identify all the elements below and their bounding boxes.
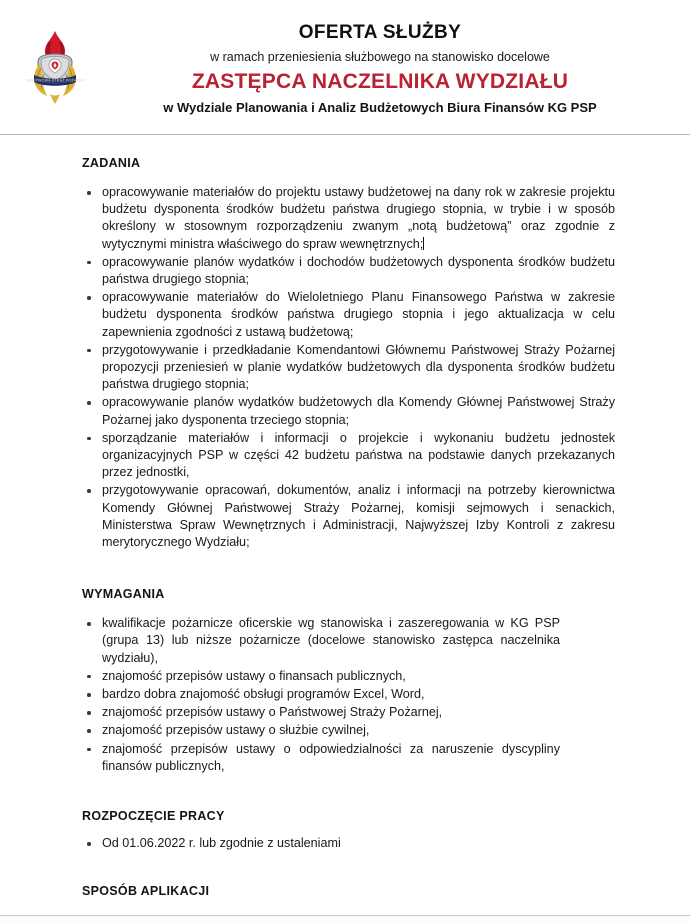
- list-item: Od 01.06.2022 r. lub zgodnie z ustaleniami: [80, 835, 560, 852]
- list-item: opracowywanie materiałów do projektu ustawy budżetowej na dany rok w zakresie projektu budżetu dysponenta środków budżetu państwa drugiego stopnia, w trybie i w sposób określony w stosownym rozporządzeniu zwanym „notą budżetową” oraz zgodnie z wytycznymi ministra właściwego do spraw wewnętrznych;: [80, 184, 615, 253]
- list-item: sporządzanie materiałów i informacji o projekcie i wykonaniu budżetu jednostek organizacyjnych PSP w części 42 budżetu państwa na podstawie danych przekazanych przez jednostki,: [80, 430, 615, 482]
- header-text-block: [100, 22, 660, 116]
- section-heading-wymagania: WYMAGANIA: [82, 587, 165, 602]
- section-heading-sposob-aplikacji: SPOSÓB APLIKACJI: [82, 884, 210, 899]
- section-heading-rozpoczecie-pracy: ROZPOCZĘCIE PRACY: [82, 809, 225, 824]
- offer-title: OFERTA SŁUŻBY: [298, 22, 462, 43]
- section-heading-zadania: ZADANIA: [82, 156, 141, 170]
- department-name: w Wydziale Planowania i Analiz Budżetowych Biura Finansów KG PSP: [163, 99, 597, 115]
- list-item: znajomość przepisów ustawy o służbie cywilnej,: [80, 722, 560, 739]
- svg-text:PAŃSTWOWA STRAŻ POŻARNA: PAŃSTWOWA STRAŻ POŻARNA: [26, 78, 84, 83]
- list-item: opracowywanie materiałów do Wieloletniego Planu Finansowego Państwa w zakresie budżetu dysponenta środków państwa drugiego stopnia i jego aktualizacja w celu zapewnienia zgodności z ustawą budżetową;: [80, 289, 615, 341]
- page-bottom-band: [0, 916, 690, 922]
- text-caret: [423, 237, 424, 250]
- list-item: kwalifikacje pożarnicze oficerskie wg stanowiska i zaszeregowania w KG PSP (grupa 13) lub niższe pożarnicze (docelowe stanowisko zastępca naczelnika wydziału),: [80, 615, 560, 667]
- position-title: ZASTĘPCA NACZELNIKA WYDZIAŁU: [191, 69, 569, 93]
- list-item: opracowywanie planów wydatków i dochodów budżetowych dysponenta środków budżetu państwa drugiego stopnia;: [80, 254, 615, 288]
- offer-subtitle: w ramach przeniesienia służbowego na stanowisko docelowe: [210, 49, 550, 64]
- list-item: znajomość przepisów ustawy o odpowiedzialności za naruszenie dyscypliny finansów publicznych,: [80, 741, 560, 775]
- list-item: opracowywanie planów wydatków budżetowych dla Komendy Głównej Państwowej Straży Pożarnej jako dysponenta trzeciego stopnia;: [80, 394, 615, 428]
- list-item: przygotowywanie i przedkładanie Komendantowi Głównemu Państwowej Straży Pożarnej propozycji przeniesień w planie wydatków budżetowych dla dysponenta środków budżetu państwa drugiego stopnia;: [80, 342, 615, 394]
- list-item: znajomość przepisów ustawy o finansach publicznych,: [80, 668, 560, 685]
- list-item: przygotowywanie opracowań, dokumentów, analiz i informacji na potrzeby kierownictwa Komendy Głównej Państwowej Straży Pożarnej, komisji sejmowych i senackich, Ministerstwa Spraw Wewnętrznych i Administracji, Najwyższej Izby Kontroli z zakresu merytorycznego Wydziału;: [80, 482, 615, 551]
- list-item: znajomość przepisów ustawy o Państwowej Straży Pożarnej,: [80, 704, 560, 721]
- rozpoczecie-pracy-list: [0, 835, 690, 852]
- list-item: bardzo dobra znajomość obsługi programów Excel, Word,: [80, 686, 560, 703]
- document-body: [0, 134, 690, 898]
- psp-emblem-icon: [26, 28, 84, 108]
- zadania-list: [0, 184, 690, 551]
- wymagania-list: [0, 615, 690, 775]
- document-header: [0, 0, 690, 134]
